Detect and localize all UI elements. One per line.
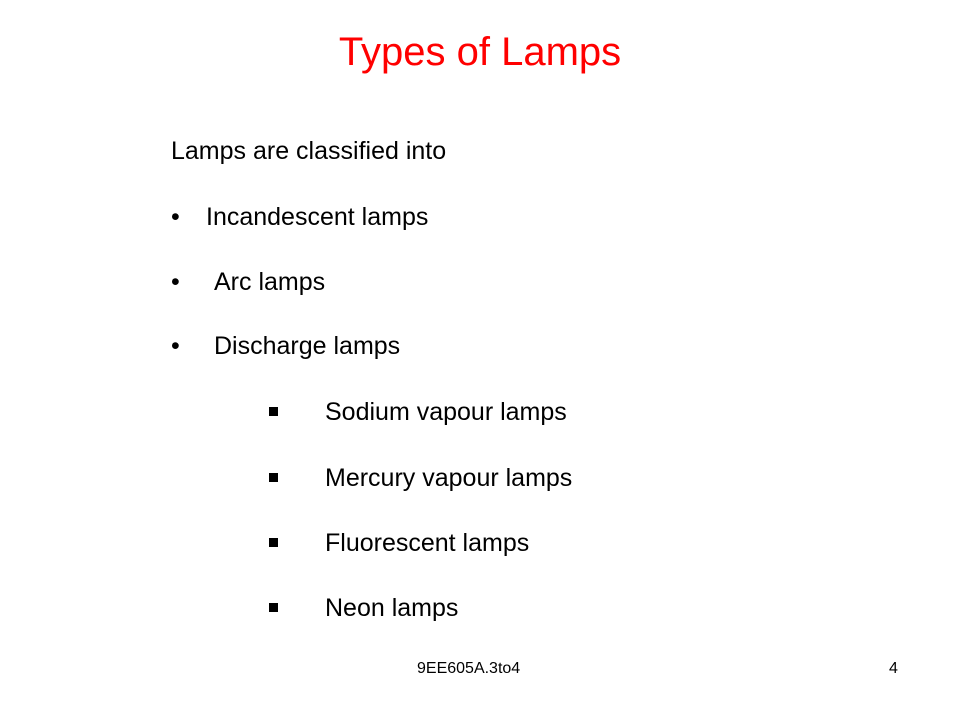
square-bullet-icon <box>269 407 278 416</box>
sub-item-label: Fluorescent lamps <box>325 529 530 557</box>
intro-text: Lamps are classified into <box>171 137 447 165</box>
square-bullet-icon <box>269 538 278 547</box>
sub-item-label: Neon lamps <box>325 594 459 622</box>
bullet-label: Incandescent lamps <box>206 203 429 231</box>
page-number: 4 <box>889 660 898 677</box>
bullet-icon: • <box>171 203 180 231</box>
footer-code: 9EE605A.3to4 <box>417 660 521 677</box>
sub-item-label: Mercury vapour lamps <box>325 464 573 492</box>
bullet-label: Discharge lamps <box>214 332 401 360</box>
square-bullet-icon <box>269 473 278 482</box>
square-bullet-icon <box>269 603 278 612</box>
slide-title: Types of Lamps <box>338 30 622 74</box>
bullet-icon: • <box>171 332 180 360</box>
sub-item-label: Sodium vapour lamps <box>325 398 567 426</box>
bullet-label: Arc lamps <box>214 268 326 296</box>
bullet-icon: • <box>171 268 180 296</box>
